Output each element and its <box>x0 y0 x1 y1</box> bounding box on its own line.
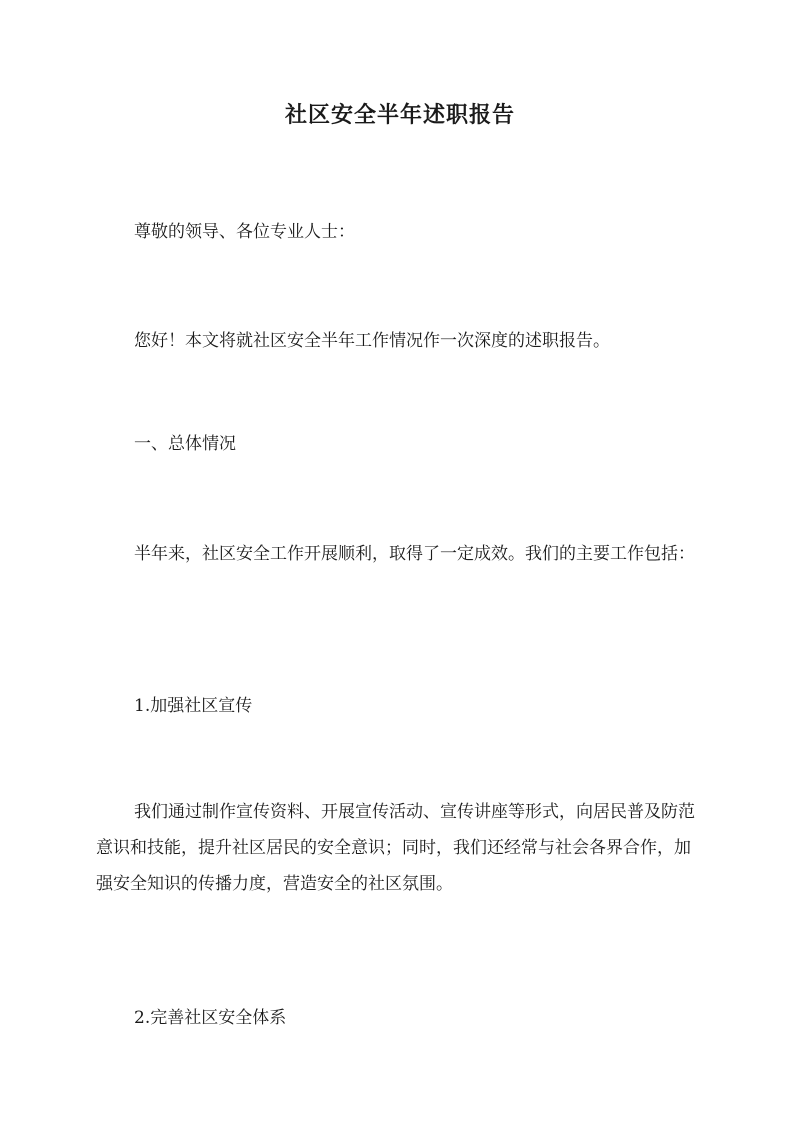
section-1-heading: 一、总体情况 <box>134 434 236 454</box>
document-title: 社区安全半年述职报告 <box>284 102 515 128</box>
item-2-heading: 2.完善社区安全体系 <box>134 1008 287 1028</box>
item-1-body: 我们通过制作宣传资料、开展宣传活动、宣传讲座等形式，向居民普及防范意识和技能，提升社区居民的安全意识；同时，我们还经常与社会各界合作，加强安全知识的传播力度，营造安全的社区氛围。 <box>96 802 695 894</box>
item-1-heading: 1.加强社区宣传 <box>134 696 253 716</box>
greeting: 尊敬的领导、各位专业人士： <box>134 222 355 242</box>
section-1-body: 半年来，社区安全工作开展顺利，取得了一定成效。我们的主要工作包括： <box>134 544 695 564</box>
intro-paragraph: 您好！本文将就社区安全半年工作情况作一次深度的述职报告。 <box>134 331 610 351</box>
